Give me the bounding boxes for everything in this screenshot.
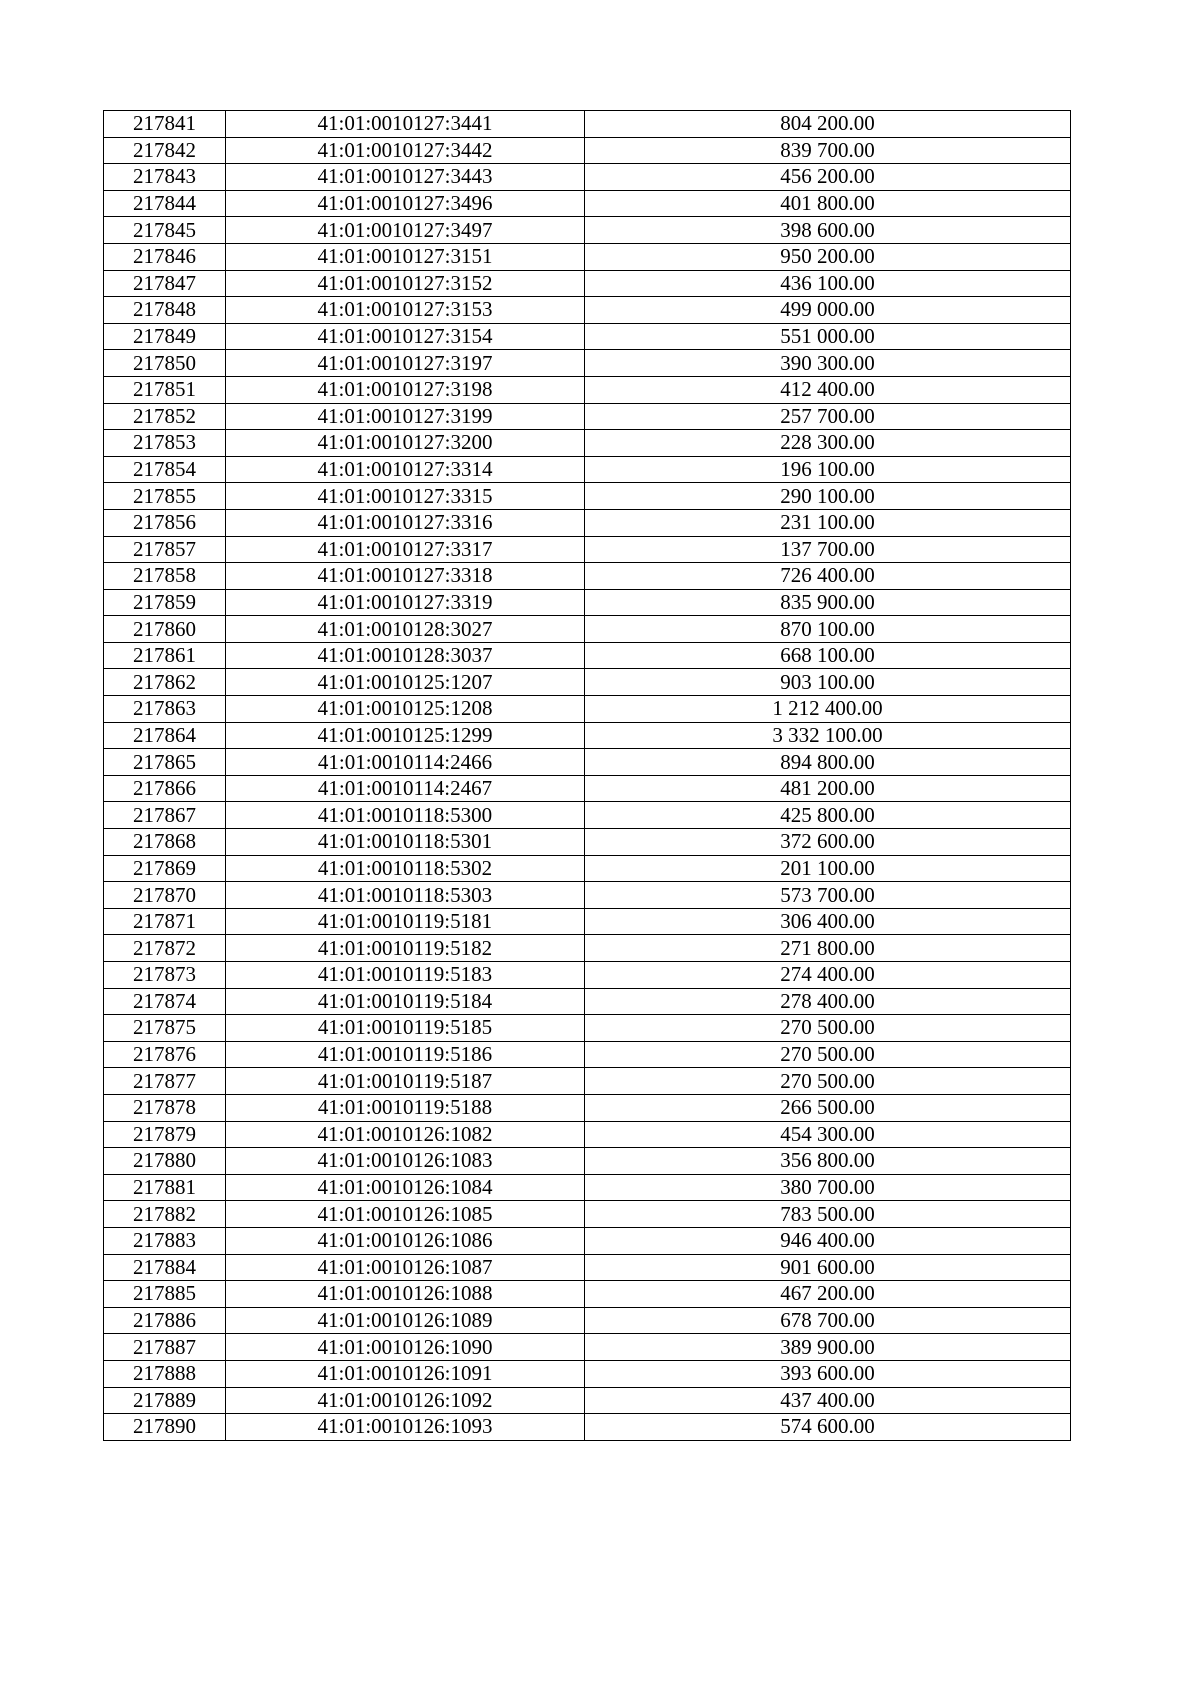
- table-row: [104, 403, 1071, 430]
- table-row: [104, 190, 1071, 217]
- table-row: [104, 456, 1071, 483]
- value-cell: 481 200.00: [585, 775, 1071, 802]
- record-number-cell: 217883: [104, 1227, 226, 1254]
- value-cell: 3 332 100.00: [585, 722, 1071, 749]
- table-row: [104, 270, 1071, 297]
- value-cell: 783 500.00: [585, 1201, 1071, 1228]
- table-row: [104, 1414, 1071, 1441]
- table-row: [104, 483, 1071, 510]
- table-row: [104, 855, 1071, 882]
- record-number-cell: 217869: [104, 855, 226, 882]
- record-number-cell: 217851: [104, 376, 226, 403]
- value-cell: 401 800.00: [585, 190, 1071, 217]
- record-number-cell: 217886: [104, 1307, 226, 1334]
- value-cell: 228 300.00: [585, 430, 1071, 457]
- cadastral-number-cell: 41:01:0010119:5181: [226, 908, 585, 935]
- cadastral-number-cell: 41:01:0010127:3314: [226, 456, 585, 483]
- value-cell: 678 700.00: [585, 1307, 1071, 1334]
- value-cell: 901 600.00: [585, 1254, 1071, 1281]
- table-row: [104, 111, 1071, 138]
- record-number-cell: 217855: [104, 483, 226, 510]
- cadastral-number-cell: 41:01:0010119:5182: [226, 935, 585, 962]
- table-row: [104, 297, 1071, 324]
- record-number-cell: 217863: [104, 696, 226, 723]
- cadastral-number-cell: 41:01:0010126:1088: [226, 1281, 585, 1308]
- cadastral-number-cell: 41:01:0010127:3154: [226, 323, 585, 350]
- record-number-cell: 217846: [104, 243, 226, 270]
- record-number-cell: 217860: [104, 616, 226, 643]
- value-cell: 839 700.00: [585, 137, 1071, 164]
- table-row: [104, 536, 1071, 563]
- value-cell: 201 100.00: [585, 855, 1071, 882]
- cadastral-number-cell: 41:01:0010127:3152: [226, 270, 585, 297]
- cadastral-number-cell: 41:01:0010118:5303: [226, 882, 585, 909]
- table-row: [104, 1360, 1071, 1387]
- record-number-cell: 217885: [104, 1281, 226, 1308]
- value-cell: 271 800.00: [585, 935, 1071, 962]
- cadastral-number-cell: 41:01:0010118:5300: [226, 802, 585, 829]
- cadastral-number-cell: 41:01:0010128:3027: [226, 616, 585, 643]
- value-cell: 668 100.00: [585, 642, 1071, 669]
- table-row: [104, 509, 1071, 536]
- cadastral-number-cell: 41:01:0010125:1299: [226, 722, 585, 749]
- value-cell: 894 800.00: [585, 749, 1071, 776]
- table-row: [104, 1148, 1071, 1175]
- value-cell: 270 500.00: [585, 1068, 1071, 1095]
- value-cell: 425 800.00: [585, 802, 1071, 829]
- cadastral-number-cell: 41:01:0010119:5185: [226, 1015, 585, 1042]
- record-number-cell: 217879: [104, 1121, 226, 1148]
- table-row: [104, 829, 1071, 856]
- record-number-cell: 217880: [104, 1148, 226, 1175]
- cadastral-number-cell: 41:01:0010127:3319: [226, 589, 585, 616]
- value-cell: 574 600.00: [585, 1414, 1071, 1441]
- record-number-cell: 217857: [104, 536, 226, 563]
- cadastral-number-cell: 41:01:0010119:5188: [226, 1094, 585, 1121]
- cadastral-number-cell: 41:01:0010127:3317: [226, 536, 585, 563]
- table-row: [104, 988, 1071, 1015]
- record-number-cell: 217859: [104, 589, 226, 616]
- value-cell: 726 400.00: [585, 563, 1071, 590]
- cadastral-number-cell: 41:01:0010126:1091: [226, 1360, 585, 1387]
- value-cell: 270 500.00: [585, 1041, 1071, 1068]
- table-row: [104, 137, 1071, 164]
- record-number-cell: 217877: [104, 1068, 226, 1095]
- value-cell: 389 900.00: [585, 1334, 1071, 1361]
- record-number-cell: 217889: [104, 1387, 226, 1414]
- table-row: [104, 962, 1071, 989]
- record-number-cell: 217848: [104, 297, 226, 324]
- record-number-cell: 217890: [104, 1414, 226, 1441]
- cadastral-number-cell: 41:01:0010127:3497: [226, 217, 585, 244]
- cadastral-number-cell: 41:01:0010127:3315: [226, 483, 585, 510]
- record-number-cell: 217878: [104, 1094, 226, 1121]
- value-cell: 467 200.00: [585, 1281, 1071, 1308]
- record-number-cell: 217841: [104, 111, 226, 138]
- table-row: [104, 323, 1071, 350]
- record-number-cell: 217873: [104, 962, 226, 989]
- value-cell: 551 000.00: [585, 323, 1071, 350]
- table-row: [104, 696, 1071, 723]
- record-number-cell: 217864: [104, 722, 226, 749]
- table-row: [104, 882, 1071, 909]
- cadastral-number-cell: 41:01:0010119:5183: [226, 962, 585, 989]
- table-row: [104, 749, 1071, 776]
- table-row: [104, 935, 1071, 962]
- table-row: [104, 802, 1071, 829]
- table-body: [104, 111, 1071, 1441]
- table-row: [104, 563, 1071, 590]
- record-number-cell: 217854: [104, 456, 226, 483]
- value-cell: 290 100.00: [585, 483, 1071, 510]
- value-cell: 454 300.00: [585, 1121, 1071, 1148]
- table-row: [104, 217, 1071, 244]
- table-row: [104, 376, 1071, 403]
- cadastral-number-cell: 41:01:0010126:1093: [226, 1414, 585, 1441]
- value-cell: 257 700.00: [585, 403, 1071, 430]
- cadastral-number-cell: 41:01:0010127:3153: [226, 297, 585, 324]
- record-number-cell: 217875: [104, 1015, 226, 1042]
- cadastral-number-cell: 41:01:0010127:3200: [226, 430, 585, 457]
- table-row: [104, 642, 1071, 669]
- cadastral-number-cell: 41:01:0010126:1085: [226, 1201, 585, 1228]
- cadastral-number-cell: 41:01:0010127:3443: [226, 164, 585, 191]
- table-row: [104, 616, 1071, 643]
- table-row: [104, 1174, 1071, 1201]
- cadastral-number-cell: 41:01:0010126:1082: [226, 1121, 585, 1148]
- table-row: [104, 722, 1071, 749]
- cadastral-number-cell: 41:01:0010119:5186: [226, 1041, 585, 1068]
- cadastral-number-cell: 41:01:0010127:3316: [226, 509, 585, 536]
- cadastral-number-cell: 41:01:0010126:1090: [226, 1334, 585, 1361]
- record-number-cell: 217866: [104, 775, 226, 802]
- cadastral-number-cell: 41:01:0010127:3496: [226, 190, 585, 217]
- value-cell: 196 100.00: [585, 456, 1071, 483]
- cadastral-number-cell: 41:01:0010126:1089: [226, 1307, 585, 1334]
- record-number-cell: 217858: [104, 563, 226, 590]
- table-row: [104, 1307, 1071, 1334]
- value-cell: 137 700.00: [585, 536, 1071, 563]
- record-number-cell: 217884: [104, 1254, 226, 1281]
- table-row: [104, 1201, 1071, 1228]
- table-row: [104, 1254, 1071, 1281]
- cadastral-number-cell: 41:01:0010114:2467: [226, 775, 585, 802]
- cadastral-number-cell: 41:01:0010126:1087: [226, 1254, 585, 1281]
- record-number-cell: 217871: [104, 908, 226, 935]
- cadastral-number-cell: 41:01:0010125:1208: [226, 696, 585, 723]
- record-number-cell: 217856: [104, 509, 226, 536]
- cadastral-number-cell: 41:01:0010114:2466: [226, 749, 585, 776]
- record-number-cell: 217881: [104, 1174, 226, 1201]
- cadastral-number-cell: 41:01:0010119:5184: [226, 988, 585, 1015]
- table-row: [104, 908, 1071, 935]
- cadastral-number-cell: 41:01:0010127:3199: [226, 403, 585, 430]
- record-number-cell: 217847: [104, 270, 226, 297]
- cadastral-number-cell: 41:01:0010119:5187: [226, 1068, 585, 1095]
- record-number-cell: 217862: [104, 669, 226, 696]
- value-cell: 436 100.00: [585, 270, 1071, 297]
- cadastral-number-cell: 41:01:0010118:5302: [226, 855, 585, 882]
- cadastral-number-cell: 41:01:0010127:3442: [226, 137, 585, 164]
- cadastral-value-table: [103, 110, 1071, 1441]
- table-row: [104, 1121, 1071, 1148]
- cadastral-number-cell: 41:01:0010127:3197: [226, 350, 585, 377]
- record-number-cell: 217867: [104, 802, 226, 829]
- table-row: [104, 1387, 1071, 1414]
- record-number-cell: 217850: [104, 350, 226, 377]
- value-cell: 306 400.00: [585, 908, 1071, 935]
- cadastral-number-cell: 41:01:0010128:3037: [226, 642, 585, 669]
- record-number-cell: 217872: [104, 935, 226, 962]
- value-cell: 946 400.00: [585, 1227, 1071, 1254]
- table-row: [104, 243, 1071, 270]
- value-cell: 870 100.00: [585, 616, 1071, 643]
- table-row: [104, 775, 1071, 802]
- record-number-cell: 217865: [104, 749, 226, 776]
- value-cell: 231 100.00: [585, 509, 1071, 536]
- cadastral-number-cell: 41:01:0010126:1084: [226, 1174, 585, 1201]
- value-cell: 573 700.00: [585, 882, 1071, 909]
- record-number-cell: 217845: [104, 217, 226, 244]
- record-number-cell: 217843: [104, 164, 226, 191]
- value-cell: 398 600.00: [585, 217, 1071, 244]
- table-row: [104, 1281, 1071, 1308]
- cadastral-number-cell: 41:01:0010126:1083: [226, 1148, 585, 1175]
- cadastral-number-cell: 41:01:0010126:1086: [226, 1227, 585, 1254]
- value-cell: 390 300.00: [585, 350, 1071, 377]
- value-cell: 380 700.00: [585, 1174, 1071, 1201]
- table-row: [104, 164, 1071, 191]
- table-row: [104, 1094, 1071, 1121]
- cadastral-number-cell: 41:01:0010125:1207: [226, 669, 585, 696]
- value-cell: 372 600.00: [585, 829, 1071, 856]
- table-row: [104, 1334, 1071, 1361]
- value-cell: 950 200.00: [585, 243, 1071, 270]
- cadastral-number-cell: 41:01:0010127:3151: [226, 243, 585, 270]
- table-row: [104, 669, 1071, 696]
- record-number-cell: 217849: [104, 323, 226, 350]
- table-row: [104, 589, 1071, 616]
- table-row: [104, 1227, 1071, 1254]
- record-number-cell: 217853: [104, 430, 226, 457]
- record-number-cell: 217861: [104, 642, 226, 669]
- value-cell: 456 200.00: [585, 164, 1071, 191]
- cadastral-number-cell: 41:01:0010127:3198: [226, 376, 585, 403]
- table-row: [104, 1041, 1071, 1068]
- value-cell: 437 400.00: [585, 1387, 1071, 1414]
- record-number-cell: 217876: [104, 1041, 226, 1068]
- value-cell: 499 000.00: [585, 297, 1071, 324]
- record-number-cell: 217874: [104, 988, 226, 1015]
- table-row: [104, 1068, 1071, 1095]
- value-cell: 278 400.00: [585, 988, 1071, 1015]
- value-cell: 1 212 400.00: [585, 696, 1071, 723]
- record-number-cell: 217844: [104, 190, 226, 217]
- value-cell: 266 500.00: [585, 1094, 1071, 1121]
- value-cell: 835 900.00: [585, 589, 1071, 616]
- cadastral-number-cell: 41:01:0010127:3318: [226, 563, 585, 590]
- cadastral-number-cell: 41:01:0010118:5301: [226, 829, 585, 856]
- table-row: [104, 350, 1071, 377]
- table-row: [104, 430, 1071, 457]
- cadastral-number-cell: 41:01:0010127:3441: [226, 111, 585, 138]
- value-cell: 274 400.00: [585, 962, 1071, 989]
- value-cell: 804 200.00: [585, 111, 1071, 138]
- record-number-cell: 217868: [104, 829, 226, 856]
- record-number-cell: 217852: [104, 403, 226, 430]
- cadastral-number-cell: 41:01:0010126:1092: [226, 1387, 585, 1414]
- value-cell: 356 800.00: [585, 1148, 1071, 1175]
- record-number-cell: 217887: [104, 1334, 226, 1361]
- value-cell: 412 400.00: [585, 376, 1071, 403]
- record-number-cell: 217888: [104, 1360, 226, 1387]
- table-row: [104, 1015, 1071, 1042]
- value-cell: 903 100.00: [585, 669, 1071, 696]
- record-number-cell: 217870: [104, 882, 226, 909]
- record-number-cell: 217842: [104, 137, 226, 164]
- value-cell: 270 500.00: [585, 1015, 1071, 1042]
- record-number-cell: 217882: [104, 1201, 226, 1228]
- value-cell: 393 600.00: [585, 1360, 1071, 1387]
